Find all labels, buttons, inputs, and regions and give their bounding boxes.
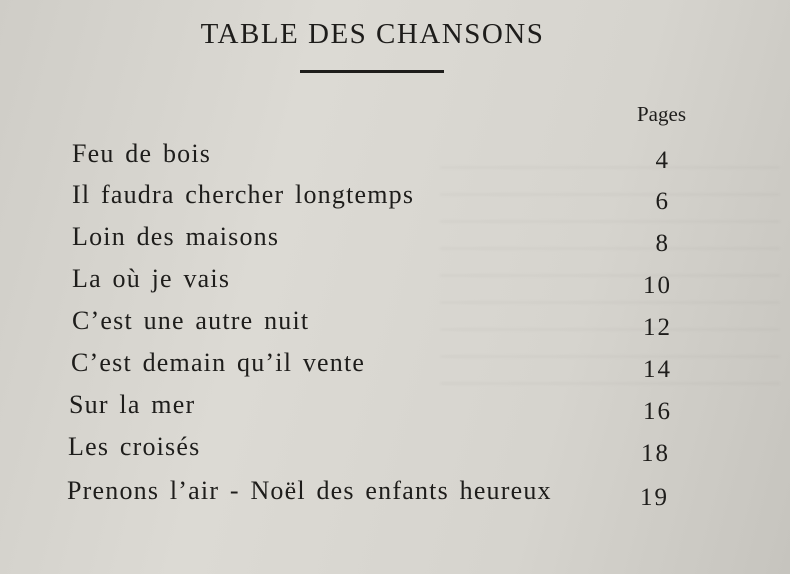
- pages-column-header: Pages: [637, 102, 686, 126]
- song-title: Prenons l’air - Noël des enfants heureux: [67, 476, 552, 505]
- list-item: [71, 348, 672, 382]
- list-item: [72, 139, 670, 173]
- page-number: 8: [655, 230, 670, 257]
- title-underline: [300, 70, 444, 73]
- page-number: 18: [641, 440, 670, 467]
- page-number: 4: [655, 147, 670, 174]
- page-number: 14: [643, 356, 672, 383]
- list-item: [72, 222, 670, 256]
- song-title: Il faudra chercher longtemps: [72, 180, 415, 209]
- song-title: C’est une autre nuit: [72, 306, 310, 335]
- list-item: [72, 180, 670, 214]
- page-number: 16: [643, 398, 672, 425]
- page-number: 19: [640, 484, 669, 511]
- song-title: Sur la mer: [69, 390, 196, 419]
- list-item: [72, 264, 672, 298]
- page-number: 6: [655, 188, 670, 215]
- list-item: [72, 306, 672, 340]
- page-number: 10: [643, 272, 672, 299]
- song-title: Feu de bois: [72, 139, 212, 168]
- list-item: [69, 390, 672, 424]
- song-title: Loin des maisons: [72, 222, 280, 251]
- song-title: C’est demain qu’il vente: [71, 348, 366, 377]
- song-title: La où je vais: [72, 264, 231, 293]
- list-item: [68, 432, 670, 466]
- page-number: 12: [643, 314, 672, 341]
- page-title: TABLE DES CHANSONS: [200, 18, 545, 50]
- list-item: [67, 476, 669, 510]
- song-title: Les croisés: [68, 432, 201, 461]
